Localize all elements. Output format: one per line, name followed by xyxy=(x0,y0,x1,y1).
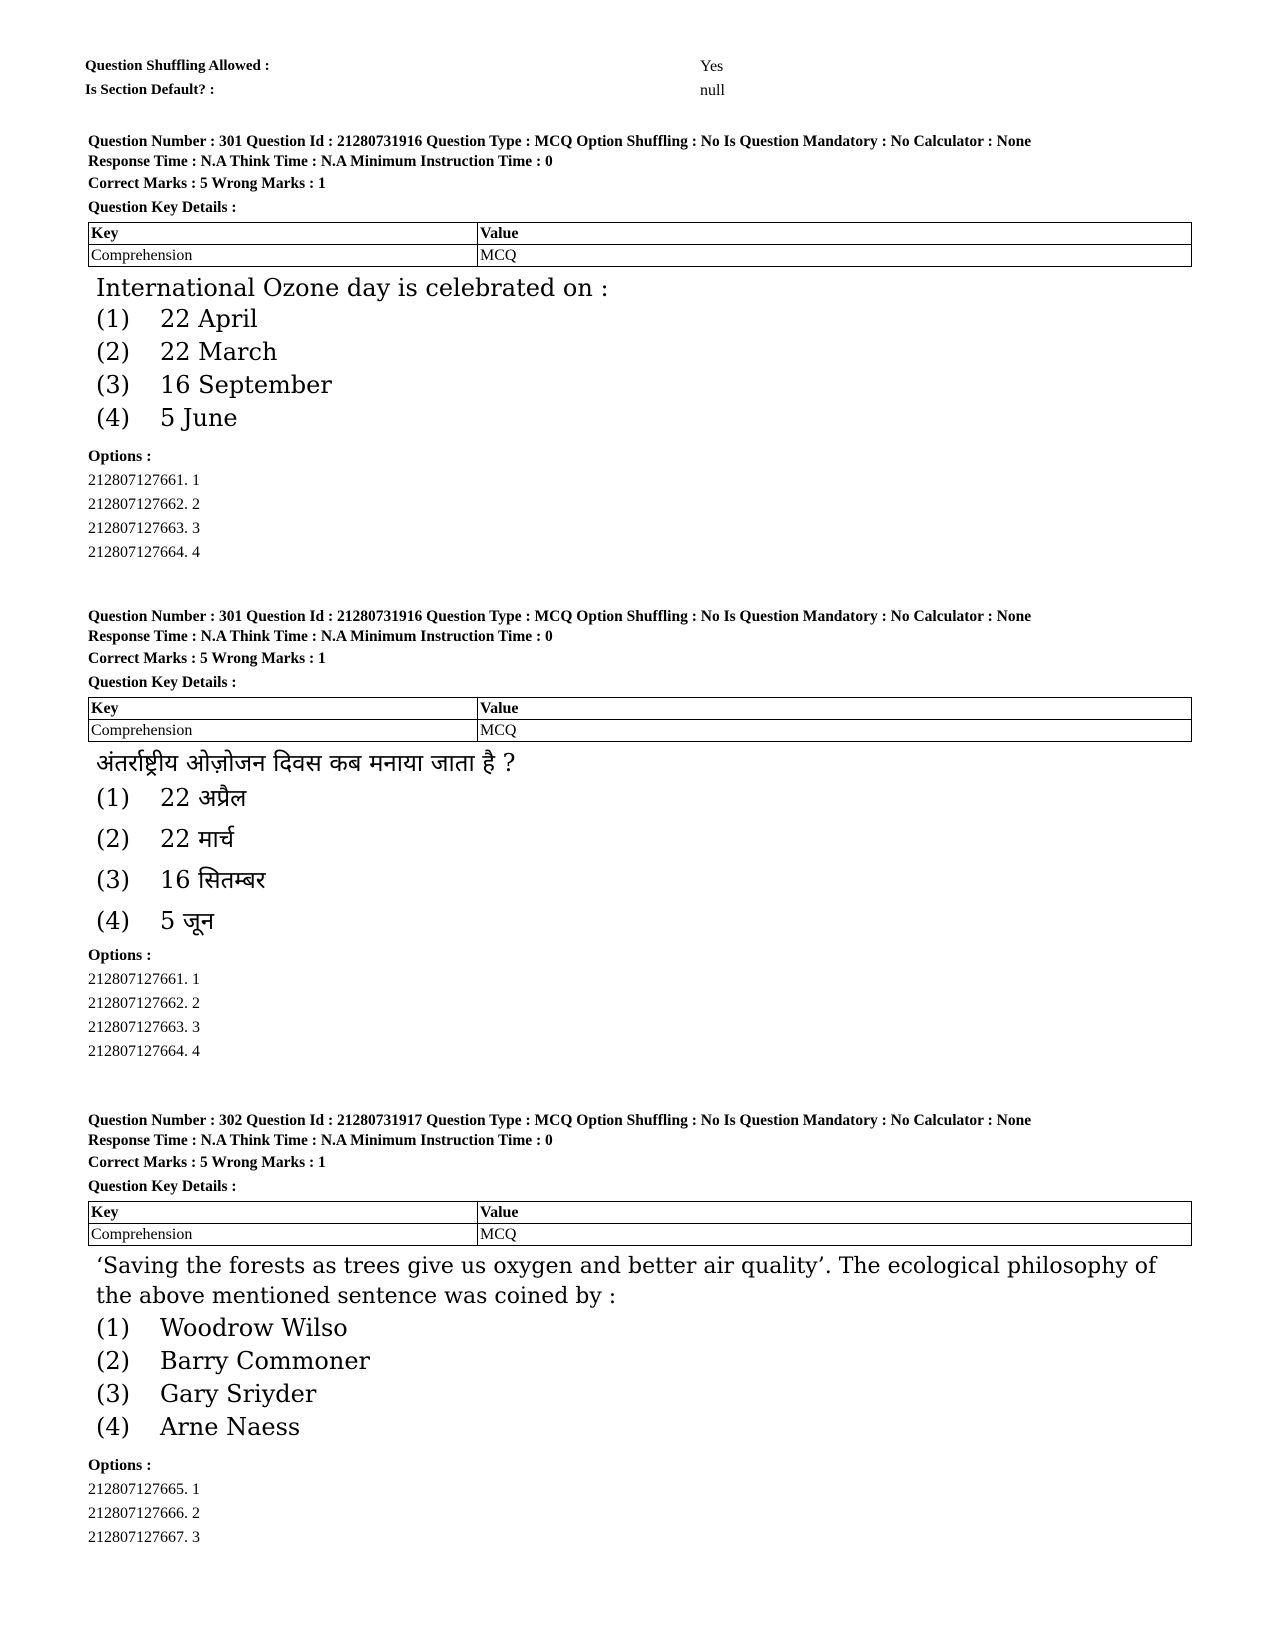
key-header: Key xyxy=(89,1202,478,1224)
key-cell: Comprehension xyxy=(89,1224,478,1246)
shuffling-value: Yes xyxy=(700,58,724,75)
question-text: ‘Saving the forests as trees give us oxygen and better air quality’. The ecological philosophy of the above mentioned sentence was coined by : xyxy=(96,1254,1157,1309)
choice-number: (3) xyxy=(96,371,130,399)
value-cell: MCQ xyxy=(478,720,1192,742)
choice-text: 22 April xyxy=(160,305,258,333)
question-marks: Correct Marks : 5 Wrong Marks : 1 xyxy=(88,175,326,192)
choice-text: 5 जून xyxy=(160,907,215,935)
option-id: 212807127662. 2 xyxy=(88,995,200,1012)
choice-item xyxy=(96,819,1188,860)
option-id: 212807127664. 4 xyxy=(88,544,200,561)
choice-text: Woodrow Wilso xyxy=(160,1314,348,1342)
question-block xyxy=(88,607,1188,1064)
option-id: 212807127667. 3 xyxy=(88,1529,200,1546)
key-details-label: Question Key Details : xyxy=(88,674,237,691)
choice-number: (1) xyxy=(96,784,130,812)
choice-text: 22 अप्रैल xyxy=(160,784,247,812)
choice-text: Arne Naess xyxy=(160,1413,301,1441)
choice-item xyxy=(96,303,1188,336)
choice-list xyxy=(88,778,1188,942)
choice-text: Barry Commoner xyxy=(160,1347,370,1375)
question-text: International Ozone day is celebrated on : xyxy=(96,274,609,302)
option-id: 212807127662. 2 xyxy=(88,496,200,513)
choice-number: (2) xyxy=(96,825,130,853)
value-header: Value xyxy=(478,223,1192,245)
value-header: Value xyxy=(478,1202,1192,1224)
choice-number: (4) xyxy=(96,404,130,432)
key-header: Key xyxy=(89,223,478,245)
value-cell: MCQ xyxy=(478,1224,1192,1246)
question-block xyxy=(88,132,1188,565)
choice-item xyxy=(96,1411,1188,1444)
choice-item xyxy=(96,860,1188,901)
choice-text: 16 September xyxy=(160,371,332,399)
choice-text: 5 June xyxy=(160,404,238,432)
choice-number: (4) xyxy=(96,907,130,935)
option-id: 212807127663. 3 xyxy=(88,1019,200,1036)
question-text: अंतर्राष्ट्रीय ओज़ोजन दिवस कब मनाया जाता है ? xyxy=(96,749,516,777)
choice-item xyxy=(96,336,1188,369)
choice-item xyxy=(96,1378,1188,1411)
options-label: Options : xyxy=(88,947,152,964)
value-header: Value xyxy=(478,698,1192,720)
key-details-table xyxy=(88,1201,1192,1246)
question-block xyxy=(88,1111,1188,1550)
choice-list xyxy=(88,1312,1188,1444)
value-cell: MCQ xyxy=(478,245,1192,267)
options-label: Options : xyxy=(88,1457,152,1474)
choice-text: 22 March xyxy=(160,338,278,366)
choice-item xyxy=(96,402,1188,435)
question-timing: Response Time : N.A Think Time : N.A Minimum Instruction Time : 0 xyxy=(88,628,553,645)
choice-item xyxy=(96,369,1188,402)
key-details-table xyxy=(88,697,1192,742)
choice-text: 16 सितम्बर xyxy=(160,866,266,894)
question-marks: Correct Marks : 5 Wrong Marks : 1 xyxy=(88,650,326,667)
section-default-label: Is Section Default? : xyxy=(85,82,215,98)
choice-number: (3) xyxy=(96,866,130,894)
option-id: 212807127661. 1 xyxy=(88,472,200,489)
choice-number: (3) xyxy=(96,1380,130,1408)
key-header: Key xyxy=(89,698,478,720)
option-id: 212807127664. 4 xyxy=(88,1043,200,1060)
choice-list xyxy=(88,303,1188,435)
key-details-label: Question Key Details : xyxy=(88,199,237,216)
choice-number: (1) xyxy=(96,305,130,333)
choice-number: (2) xyxy=(96,1347,130,1375)
key-details-table xyxy=(88,222,1192,267)
shuffling-label: Question Shuffling Allowed : xyxy=(85,58,270,74)
choice-number: (1) xyxy=(96,1314,130,1342)
options-label: Options : xyxy=(88,448,152,465)
key-cell: Comprehension xyxy=(89,720,478,742)
choice-text: 22 मार्च xyxy=(160,825,234,853)
question-header: Question Number : 302 Question Id : 21280731917 Question Type : MCQ Option Shuffling : No Is Question Mandatory : No Calculator : None xyxy=(88,1112,1032,1129)
option-id: 212807127663. 3 xyxy=(88,520,200,537)
key-cell: Comprehension xyxy=(89,245,478,267)
question-timing: Response Time : N.A Think Time : N.A Minimum Instruction Time : 0 xyxy=(88,1132,553,1149)
option-id: 212807127661. 1 xyxy=(88,971,200,988)
question-header: Question Number : 301 Question Id : 21280731916 Question Type : MCQ Option Shuffling : No Is Question Mandatory : No Calculator : None xyxy=(88,608,1032,625)
choice-text: Gary Sriyder xyxy=(160,1380,317,1408)
choice-item xyxy=(96,901,1188,942)
choice-item xyxy=(96,778,1188,819)
key-details-label: Question Key Details : xyxy=(88,1178,237,1195)
question-timing: Response Time : N.A Think Time : N.A Minimum Instruction Time : 0 xyxy=(88,153,553,170)
choice-item xyxy=(96,1345,1188,1378)
question-marks: Correct Marks : 5 Wrong Marks : 1 xyxy=(88,1154,326,1171)
question-header: Question Number : 301 Question Id : 21280731916 Question Type : MCQ Option Shuffling : No Is Question Mandatory : No Calculator : None xyxy=(88,133,1032,150)
choice-number: (2) xyxy=(96,338,130,366)
option-id: 212807127666. 2 xyxy=(88,1505,200,1522)
option-id: 212807127665. 1 xyxy=(88,1481,200,1498)
choice-number: (4) xyxy=(96,1413,130,1441)
choice-item xyxy=(96,1312,1188,1345)
section-default-value: null xyxy=(700,82,725,99)
